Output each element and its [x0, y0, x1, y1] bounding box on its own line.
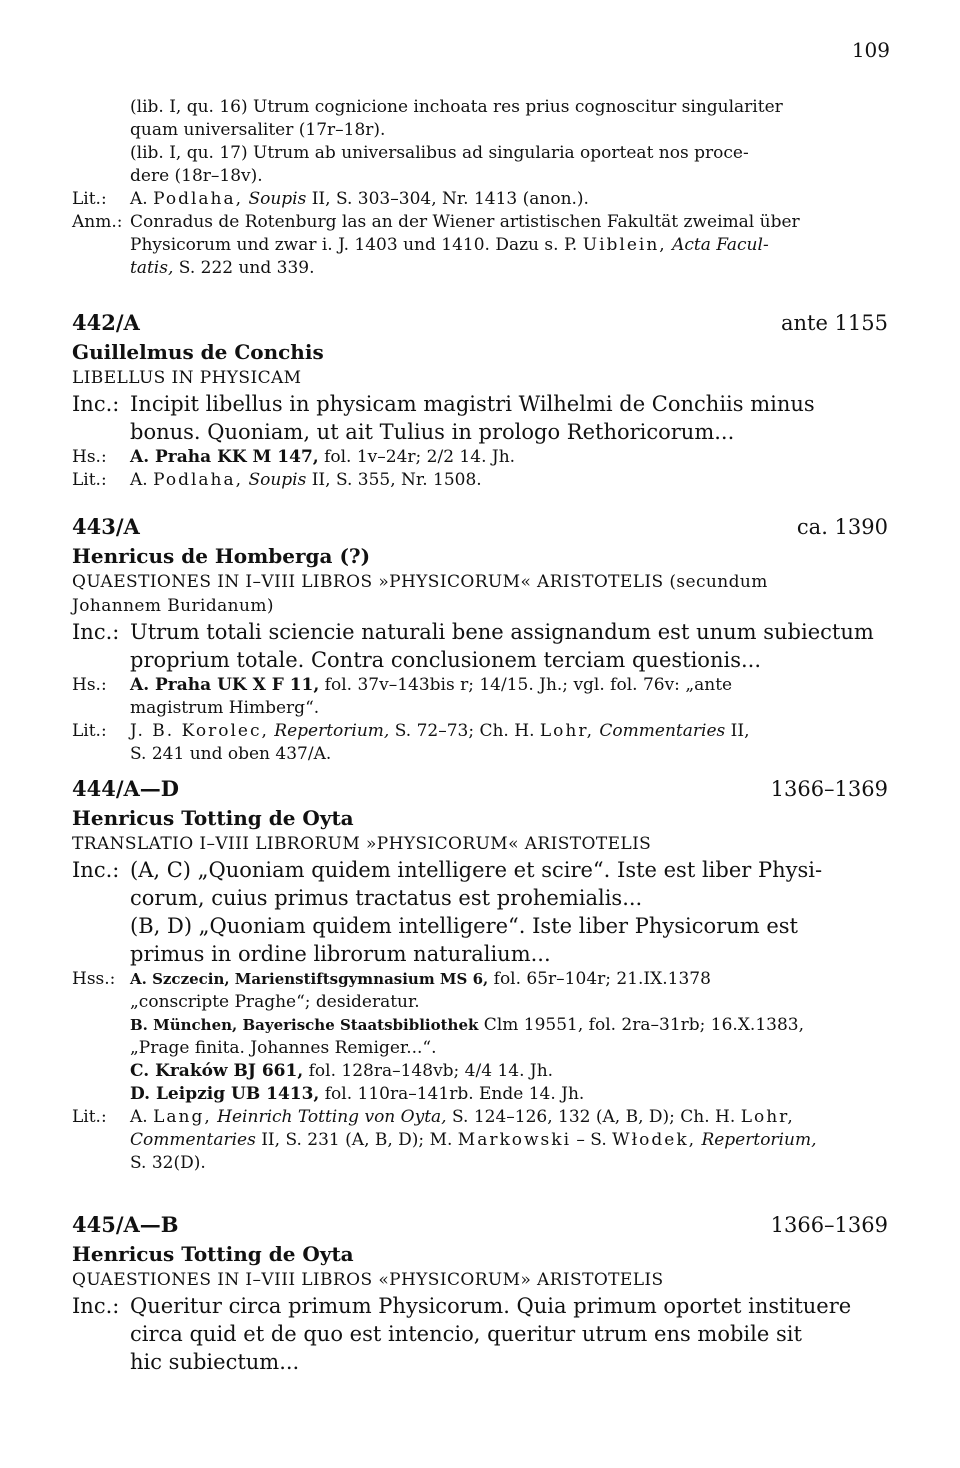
incipit-text: corum, cuius primus tractatus est prohemialis...: [130, 886, 643, 910]
lit-text: A. Podlaha, Soupis II, S. 303–304, Nr. 1413 (anon.).: [130, 189, 589, 209]
manuscript-text: „conscripte Praghe“; desideratur.: [130, 992, 420, 1012]
entry-author: Guillelmus de Conchis: [72, 340, 324, 364]
hs-label: Hs.:: [72, 675, 107, 695]
entry-date: 1366–1369: [770, 1213, 888, 1237]
entry-title: TRANSLATIO I–VIII LIBRORUM »PHYSICORUM« ARISTOTELIS: [72, 834, 652, 854]
anm-text: tatis, S. 222 und 339.: [130, 258, 315, 278]
lit-label: Lit.:: [72, 721, 107, 741]
text-line: dere (18r–18v).: [130, 166, 263, 186]
entry-title: LIBELLUS IN PHYSICAM: [72, 368, 302, 388]
text-line: (lib. I, qu. 17) Utrum ab universalibus ad singularia oporteat nos proce-: [130, 143, 749, 163]
entry-number: 445/A—B: [72, 1212, 179, 1237]
incipit-text: (A, C) „Quoniam quidem intelligere et scire“. Iste est liber Physi-: [130, 858, 823, 882]
text-line: (lib. I, qu. 16) Utrum cognicione inchoata res prius cognoscitur singulariter: [130, 97, 783, 117]
lit-label: Lit.:: [72, 1107, 107, 1127]
manuscript-text: magistrum Himberg“.: [130, 698, 320, 718]
entry-444: [72, 774, 888, 1175]
lit-text: A. Lang, Heinrich Totting von Oyta, S. 124–126, 132 (A, B, D); Ch. H. Lohr,: [130, 1107, 795, 1127]
manuscript-text: C. Kraków BJ 661, fol. 128ra–148vb; 4/4 14. Jh.: [130, 1061, 554, 1081]
inc-label: Inc.:: [72, 620, 120, 644]
previous-entry-continuation: [72, 96, 888, 280]
entry-title: QUAESTIONES IN I–VIII LIBROS »PHYSICORUM« ARISTOTELIS (secundum: [72, 572, 768, 592]
lit-text: A. Podlaha, Soupis II, S. 355, Nr. 1508.: [130, 470, 482, 490]
incipit-text: Incipit libellus in physicam magistri Wilhelmi de Conchiis minus: [130, 392, 815, 416]
incipit-text: circa quid et de quo est intencio, queritur utrum ens mobile sit: [130, 1322, 802, 1346]
entry-445: [72, 1210, 888, 1376]
inc-label: Inc.:: [72, 1294, 120, 1318]
incipit-text: bonus. Quoniam, ut ait Tulius in prologo Rethoricorum...: [130, 420, 735, 444]
entry-title: QUAESTIONES IN I–VIII LIBROS «PHYSICORUM» ARISTOTELIS: [72, 1270, 664, 1290]
lit-label: Lit.:: [72, 189, 107, 209]
manuscript-text: A. Szczecin, Marienstiftsgymnasium MS 6, fol. 65r–104r; 21.IX.1378: [130, 969, 711, 989]
entry-date: ca. 1390: [796, 515, 888, 539]
entry-443: [72, 512, 888, 766]
entry-author: Henricus Totting de Oyta: [72, 806, 354, 830]
anm-text: Physicorum und zwar i. J. 1403 und 1410. Dazu s. P. Uiblein, Acta Facul-: [130, 235, 769, 255]
incipit-text: (B, D) „Quoniam quidem intelligere“. Iste liber Physicorum est: [130, 914, 798, 938]
lit-text: S. 241 und oben 437/A.: [130, 744, 332, 764]
incipit-text: Queritur circa primum Physicorum. Quia primum oportet instituere: [130, 1294, 852, 1318]
entry-date: 1366–1369: [770, 777, 888, 801]
entry-number: 443/A: [72, 514, 140, 539]
lit-text: S. 32(D).: [130, 1153, 206, 1173]
manuscript-text: A. Praha KK M 147, fol. 1v–24r; 2/2 14. Jh.: [130, 447, 516, 467]
lit-label: Lit.:: [72, 470, 107, 490]
entry-number: 442/A: [72, 310, 140, 335]
text-line: quam universaliter (17r–18r).: [130, 120, 386, 140]
incipit-text: primus in ordine librorum naturalium...: [130, 942, 551, 966]
manuscript-text: „Prage finita. Johannes Remiger...“.: [130, 1038, 437, 1058]
incipit-text: Utrum totali sciencie naturali bene assignandum est unum subiectum: [130, 620, 874, 644]
entry-title: Johannem Buridanum): [72, 596, 274, 616]
hs-label: Hs.:: [72, 447, 107, 467]
incipit-text: hic subiectum...: [130, 1350, 300, 1374]
manuscript-text: B. München, Bayerische Staatsbibliothek Clm 19551, fol. 2ra–31rb; 16.X.1383,: [130, 1015, 804, 1035]
entry-date: ante 1155: [780, 311, 888, 335]
entry-author: Henricus de Homberga (?): [72, 544, 371, 568]
anm-text: Conradus de Rotenburg las an der Wiener artistischen Fakultät zweimal über: [130, 212, 800, 232]
manuscript-text: A. Praha UK X F 11, fol. 37v–143bis r; 14/15. Jh.; vgl. fol. 76v: „ante: [130, 675, 733, 695]
lit-text: J. B. Korolec, Repertorium, S. 72–73; Ch. H. Lohr, Commentaries II,: [130, 721, 750, 741]
lit-text: Commentaries II, S. 231 (A, B, D); M. Markowski – S. Włodek, Repertorium,: [130, 1130, 817, 1150]
inc-label: Inc.:: [72, 392, 120, 416]
page-number: 109: [851, 38, 890, 62]
hss-label: Hss.:: [72, 969, 116, 989]
entry-author: Henricus Totting de Oyta: [72, 1242, 354, 1266]
entry-442: [72, 308, 888, 492]
anm-label: Anm.:: [72, 212, 123, 232]
manuscript-text: D. Leipzig UB 1413, fol. 110ra–141rb. Ende 14. Jh.: [130, 1084, 585, 1104]
entry-number: 444/A—D: [72, 776, 180, 801]
incipit-text: proprium totale. Contra conclusionem terciam questionis...: [130, 648, 761, 672]
inc-label: Inc.:: [72, 858, 120, 882]
